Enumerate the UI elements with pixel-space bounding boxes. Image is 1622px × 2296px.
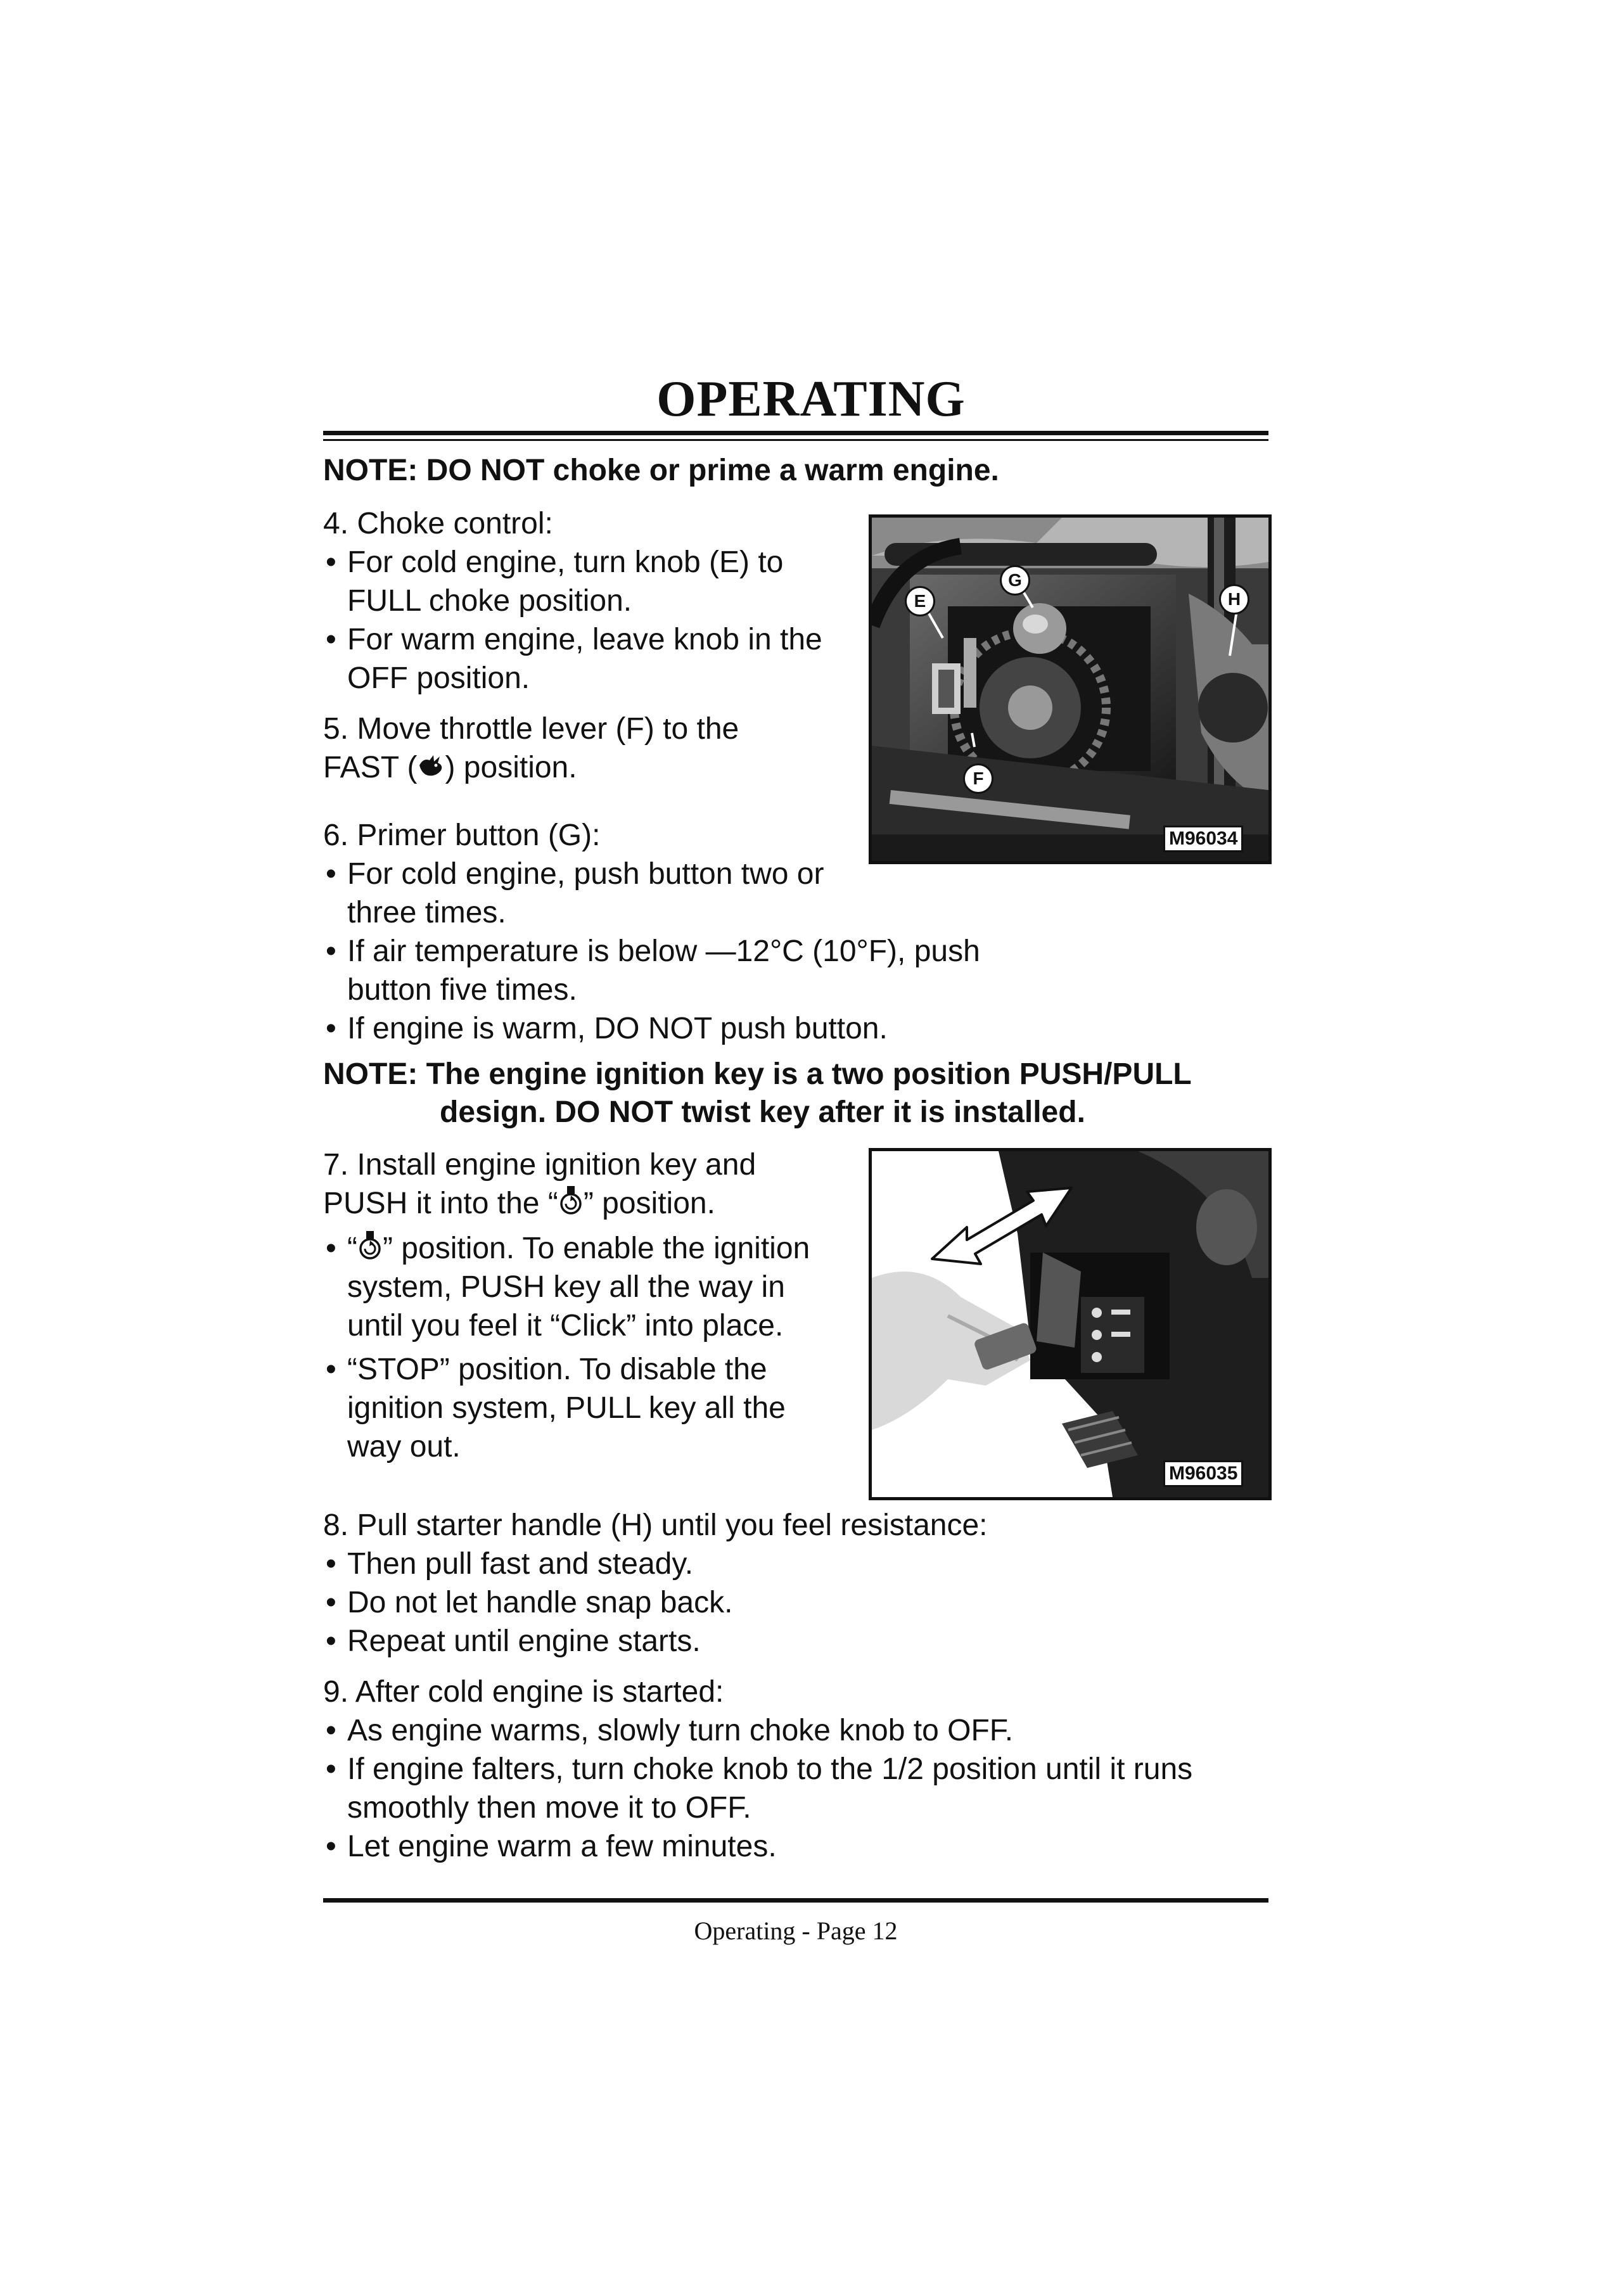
page-title: OPERATING (656, 371, 966, 427)
step-7-line-2: PUSH it into the “ ” position. (323, 1184, 715, 1225)
note-no-choke-warm: NOTE: DO NOT choke or prime a warm engine. (323, 454, 999, 487)
step-6-heading: 6. Primer button (G): (323, 819, 601, 852)
ignition-key-photo (869, 1148, 1272, 1500)
note-ignition-key-line-1: NOTE: The engine ignition key is a two position PUSH/PULL (323, 1057, 1192, 1091)
step-4-heading: 4. Choke control: (323, 507, 553, 540)
callout-e: E (905, 586, 935, 616)
rabbit-fast-icon (417, 750, 445, 789)
note-ignition-key-line-2: design. DO NOT twist key after it is installed. (440, 1095, 1085, 1129)
figure-label-m96035: M96035 (1163, 1460, 1243, 1487)
ignition-run-icon (357, 1231, 383, 1270)
title-double-rule (323, 431, 1268, 443)
step-9-heading: 9. After cold engine is started: (323, 1675, 724, 1709)
step-5-line-2: FAST ( ) position. (323, 748, 577, 789)
callout-g: G (1000, 565, 1030, 596)
callout-f: F (963, 763, 993, 794)
step-7-line-1: 7. Install engine ignition key and (323, 1148, 757, 1182)
footer-rule (323, 1898, 1268, 1903)
figure-label-m96034: M96034 (1163, 826, 1243, 852)
engine-controls-photo (869, 514, 1272, 864)
callout-h: H (1219, 584, 1249, 615)
page-footer: Operating - Page 12 (694, 1917, 898, 1945)
ignition-run-icon (558, 1186, 584, 1225)
step-8-heading: 8. Pull starter handle (H) until you feel resistance: (323, 1508, 988, 1542)
step-5-line-1: 5. Move throttle lever (F) to the (323, 712, 739, 746)
